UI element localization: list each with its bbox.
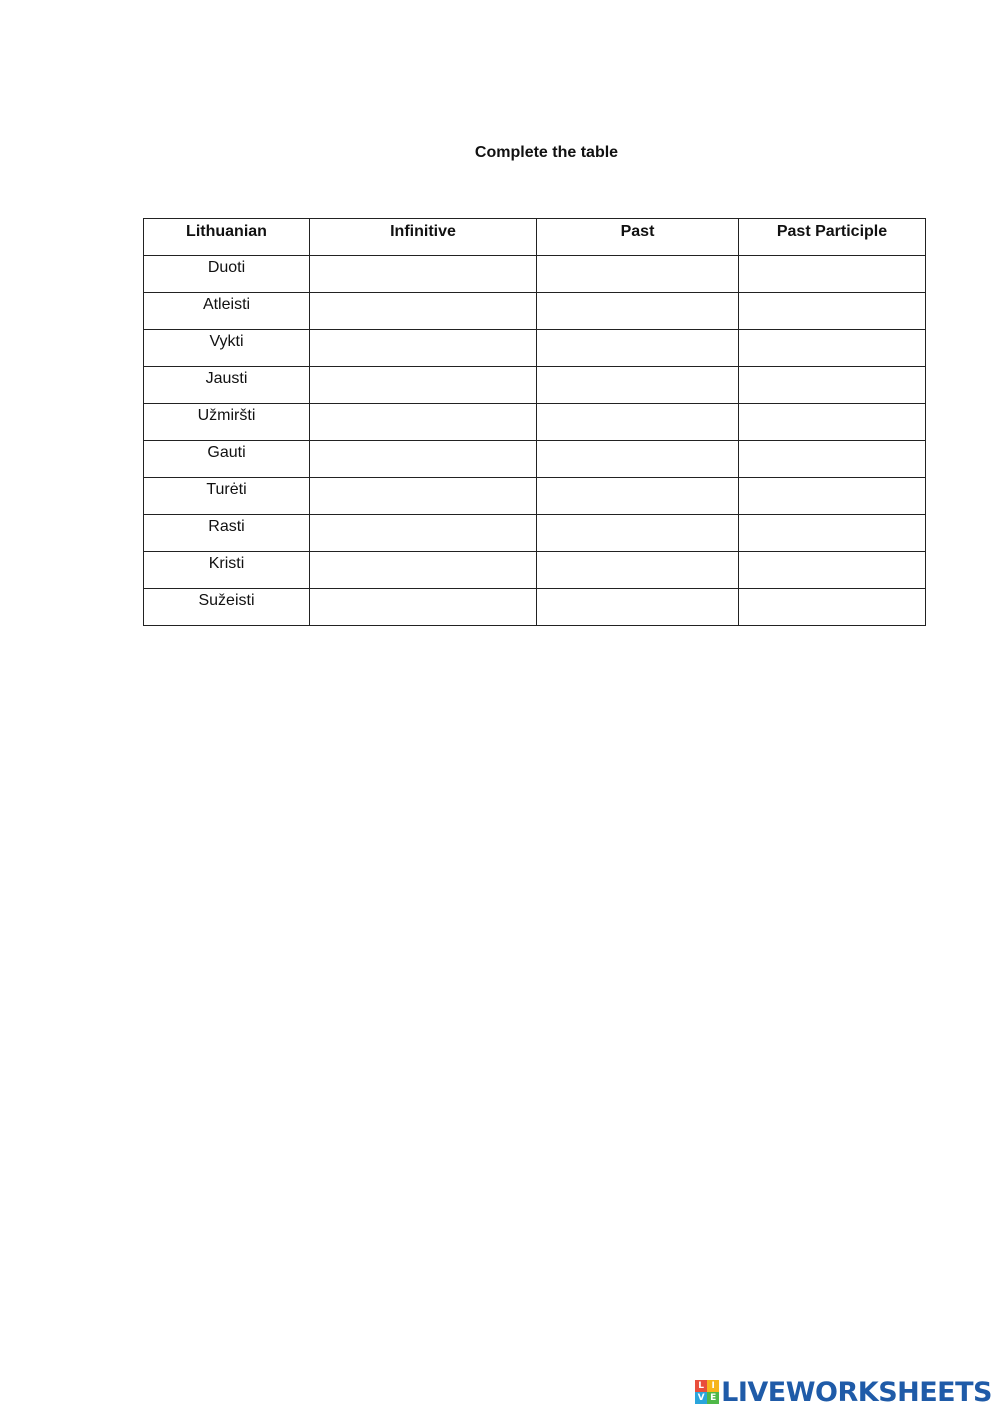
table-row <box>144 256 926 293</box>
header-lithuanian: Lithuanian <box>144 219 310 256</box>
past-participle-answer-cell[interactable] <box>739 478 926 515</box>
past-answer-cell[interactable] <box>537 441 739 478</box>
infinitive-answer-cell[interactable] <box>310 293 537 330</box>
lithuanian-word: Rasti <box>144 515 310 552</box>
lithuanian-word: Jausti <box>144 367 310 404</box>
header-past-participle: Past Participle <box>739 219 926 256</box>
table-row <box>144 293 926 330</box>
past-participle-answer-cell[interactable] <box>739 256 926 293</box>
lithuanian-word: Užmiršti <box>144 404 310 441</box>
past-answer-cell[interactable] <box>537 256 739 293</box>
past-participle-answer-cell[interactable] <box>739 293 926 330</box>
infinitive-answer-cell[interactable] <box>310 589 537 626</box>
table-row <box>144 515 926 552</box>
table-header-row <box>144 219 926 256</box>
past-answer-cell[interactable] <box>537 367 739 404</box>
past-participle-answer-cell[interactable] <box>739 552 926 589</box>
past-participle-answer-cell[interactable] <box>739 330 926 367</box>
infinitive-answer-cell[interactable] <box>310 256 537 293</box>
past-answer-cell[interactable] <box>537 293 739 330</box>
past-answer-cell[interactable] <box>537 330 739 367</box>
past-answer-cell[interactable] <box>537 589 739 626</box>
past-answer-cell[interactable] <box>537 515 739 552</box>
table-row <box>144 589 926 626</box>
past-participle-answer-cell[interactable] <box>739 367 926 404</box>
header-infinitive: Infinitive <box>310 219 537 256</box>
logo-text: LIVEWORKSHEETS <box>721 1376 992 1408</box>
liveworksheets-logo-icon: L I V E <box>695 1380 719 1404</box>
lithuanian-word: Atleisti <box>144 293 310 330</box>
infinitive-answer-cell[interactable] <box>310 515 537 552</box>
lithuanian-word: Kristi <box>144 552 310 589</box>
infinitive-answer-cell[interactable] <box>310 367 537 404</box>
verb-table <box>143 218 926 626</box>
infinitive-answer-cell[interactable] <box>310 441 537 478</box>
lithuanian-word: Duoti <box>144 256 310 293</box>
past-participle-answer-cell[interactable] <box>739 441 926 478</box>
page-title: Complete the table <box>474 144 619 161</box>
lithuanian-word: Gauti <box>144 441 310 478</box>
past-participle-answer-cell[interactable] <box>739 589 926 626</box>
infinitive-answer-cell[interactable] <box>310 330 537 367</box>
lithuanian-word: Sužeisti <box>144 589 310 626</box>
table-row <box>144 367 926 404</box>
past-participle-answer-cell[interactable] <box>739 404 926 441</box>
liveworksheets-logo <box>695 1377 992 1407</box>
infinitive-answer-cell[interactable] <box>310 478 537 515</box>
lithuanian-word: Vykti <box>144 330 310 367</box>
infinitive-answer-cell[interactable] <box>310 404 537 441</box>
table-row <box>144 404 926 441</box>
header-past: Past <box>537 219 739 256</box>
past-answer-cell[interactable] <box>537 404 739 441</box>
lithuanian-word: Turėti <box>144 478 310 515</box>
infinitive-answer-cell[interactable] <box>310 552 537 589</box>
table-row <box>144 441 926 478</box>
table-row <box>144 330 926 367</box>
past-participle-answer-cell[interactable] <box>739 515 926 552</box>
past-answer-cell[interactable] <box>537 478 739 515</box>
table-row <box>144 552 926 589</box>
table-row <box>144 478 926 515</box>
past-answer-cell[interactable] <box>537 552 739 589</box>
